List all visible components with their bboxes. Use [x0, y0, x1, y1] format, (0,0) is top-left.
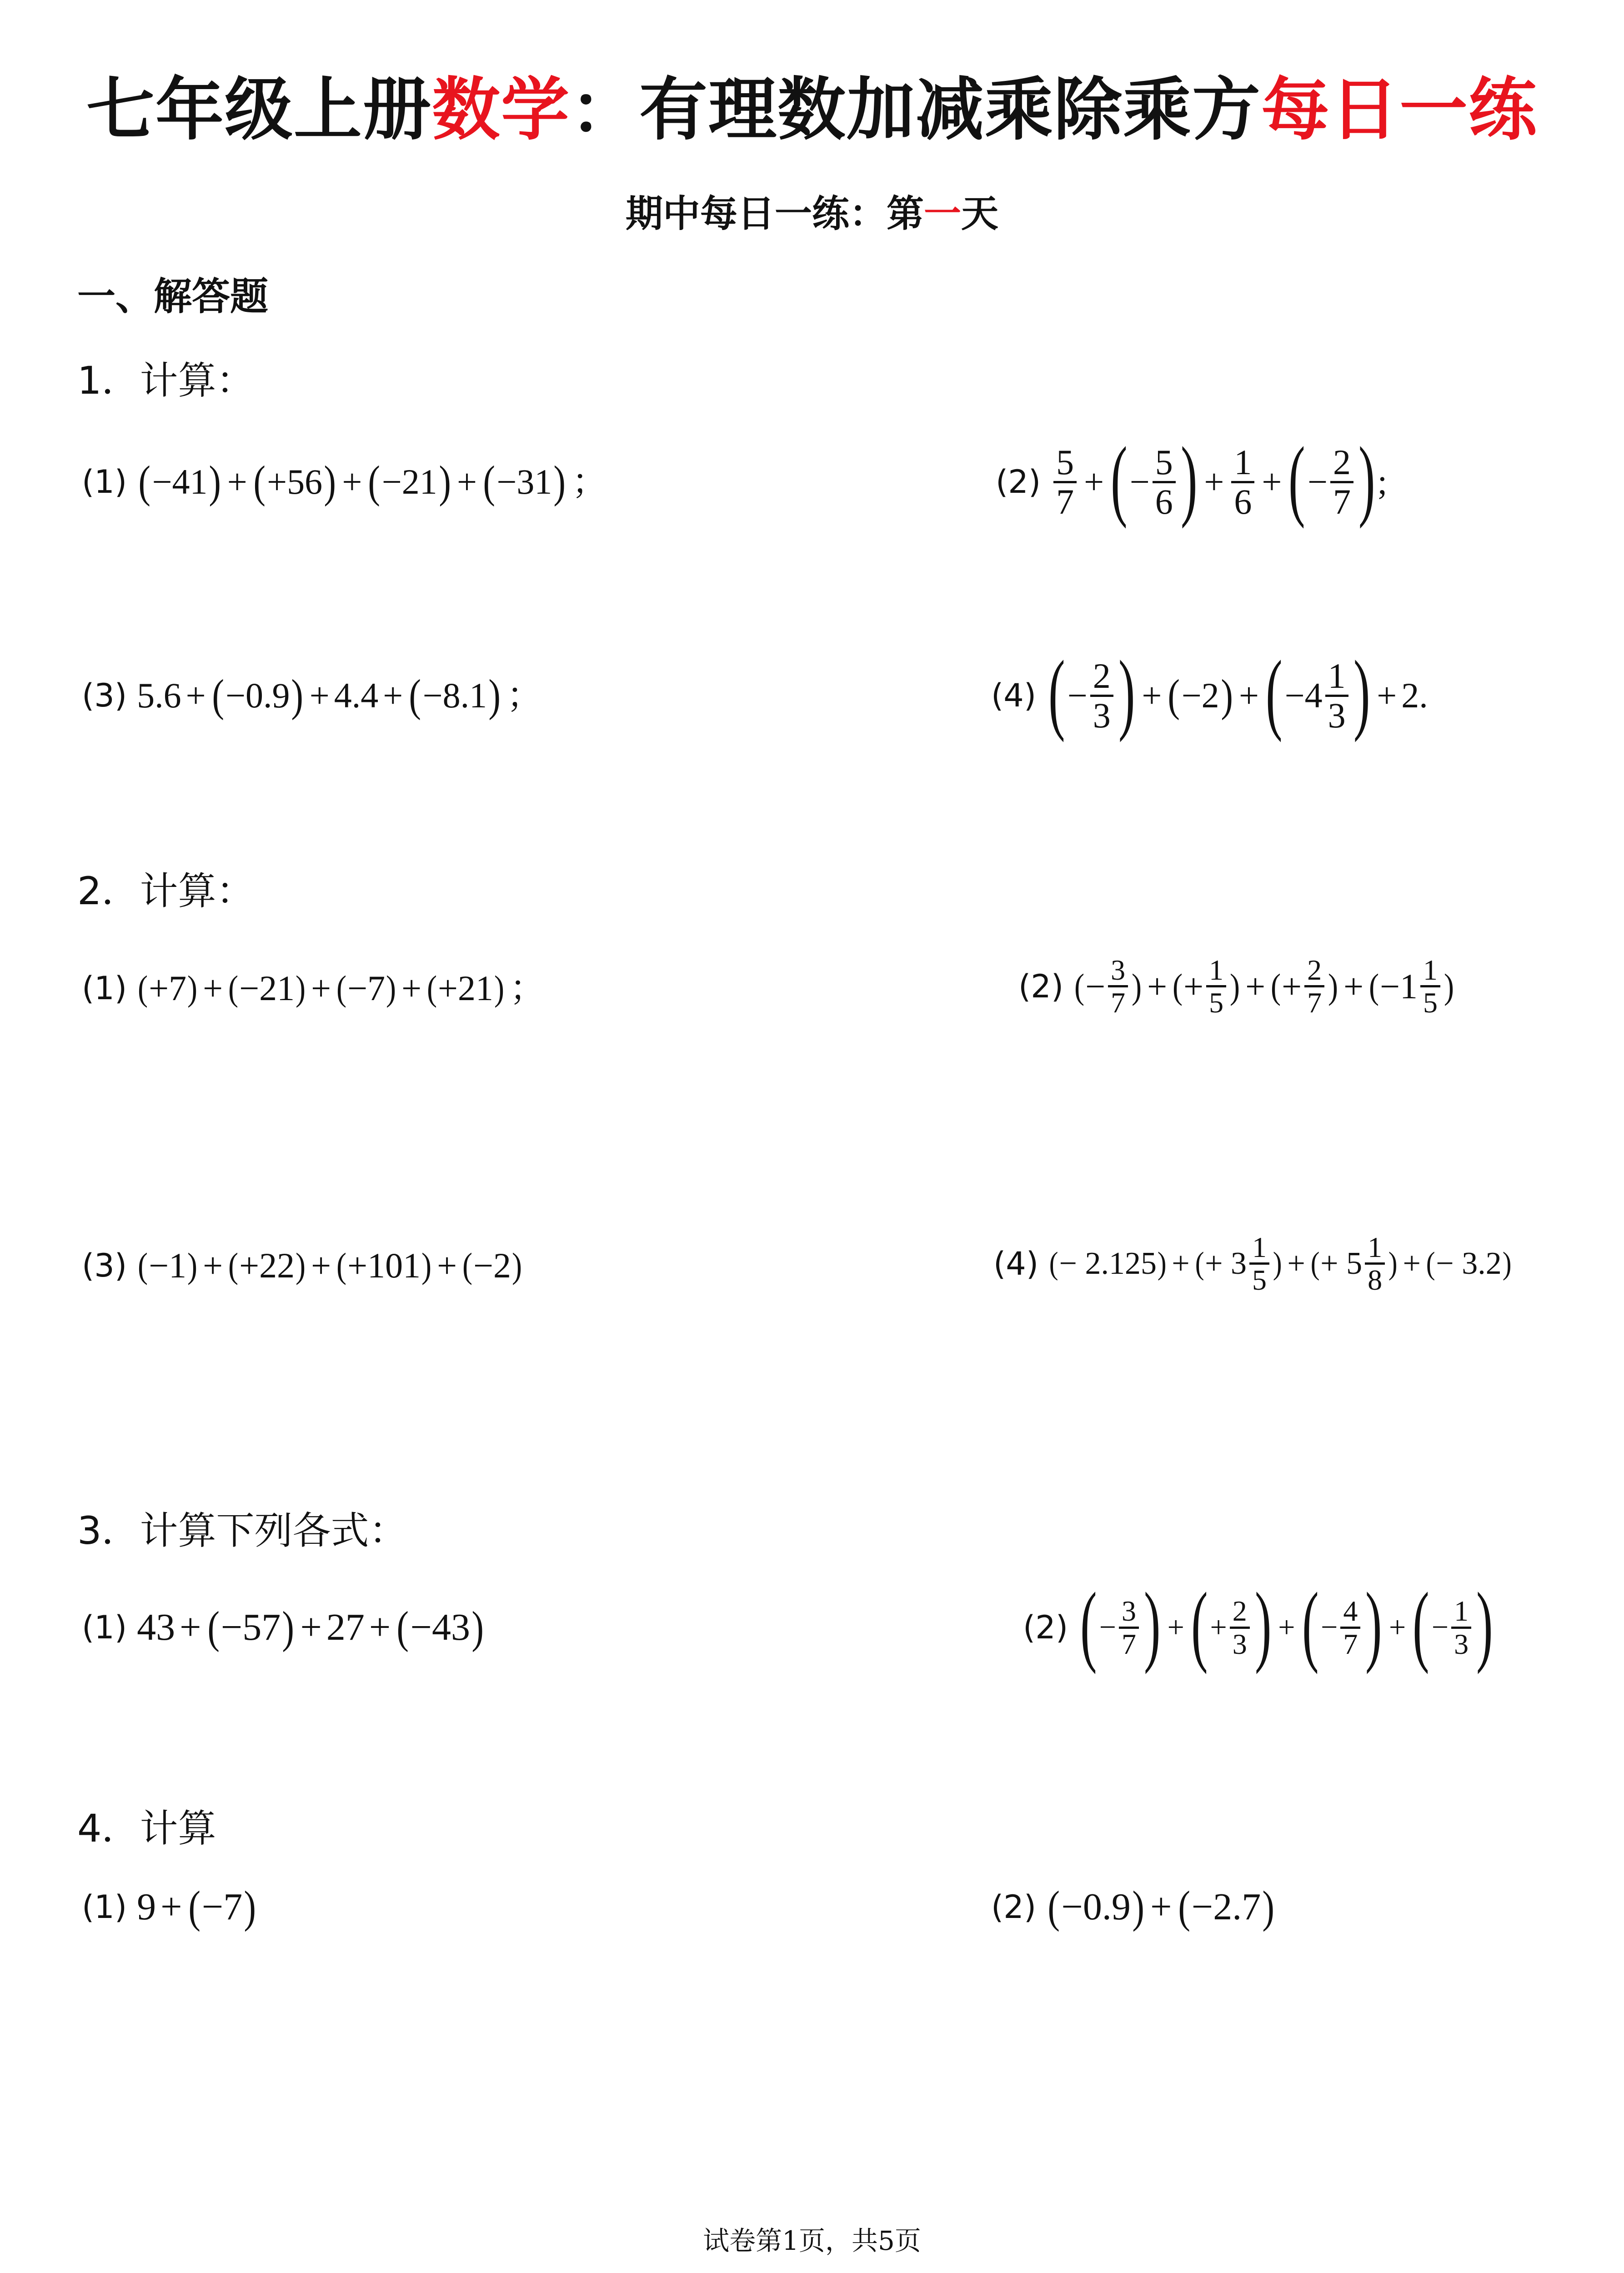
term: −21: [381, 462, 437, 501]
term: +21: [438, 968, 494, 1008]
q2-part-1: (1) ( +7 ) + ( −21 ) + ( −7 ) + ( +21 ) ；: [82, 968, 546, 1009]
question-2-heading: 2．计算：: [77, 869, 255, 913]
subtitle-pre: 期中每日一练：第: [625, 192, 924, 235]
numerator: 1: [1249, 1232, 1269, 1265]
q2-part-2: (2) ( − $\frac{3}{7}$ ) + ( + $\frac{1}{5}$ ) + ( + $\frac{2}{7}$ ) + ( −1 $\frac{1}{5}$ ): [1018, 954, 1454, 1019]
term: +101: [347, 1246, 421, 1285]
part-label: (3): [82, 1247, 127, 1284]
term: −57: [221, 1606, 281, 1648]
numerator: 1: [1420, 955, 1440, 987]
part-label: (4): [993, 1245, 1039, 1282]
part-label: (1): [82, 1888, 127, 1926]
q1-part-2: (2) $\frac{5}{7}$ + ( − $\frac{5}{6}$ ) + $\frac{1}{6}$ + ( − $\frac{2}{7}$ ) ;: [996, 429, 1388, 529]
part-label: (1): [82, 1609, 127, 1646]
part-label: (3): [82, 677, 127, 714]
whole-part: 5: [1346, 1246, 1363, 1281]
whole-part: 3: [1231, 1246, 1247, 1281]
term: −8.1: [422, 676, 487, 715]
part-label: (1): [82, 463, 127, 501]
numerator: 3: [1108, 955, 1128, 987]
denominator: 7: [1111, 986, 1126, 1019]
numerator: 2: [1330, 444, 1353, 483]
term: −31: [496, 462, 552, 501]
denominator: 3: [1232, 1627, 1247, 1660]
denominator: 5: [1209, 986, 1224, 1019]
denominator: 6: [1234, 481, 1252, 521]
numerator: 2: [1090, 657, 1113, 697]
numerator: 3: [1119, 1596, 1139, 1628]
numerator: 4: [1340, 1596, 1360, 1628]
term: −41: [152, 462, 208, 501]
term: 4.4: [334, 676, 379, 715]
term: −0.9: [1061, 1886, 1131, 1928]
part-label: (2): [1023, 1609, 1068, 1646]
denominator: 3: [1328, 695, 1346, 735]
denominator: 7: [1307, 986, 1322, 1019]
title-part-1: 七年级上册: [86, 70, 432, 150]
term: −1: [149, 1246, 187, 1285]
q2-part-3: (3) ( −1 ) + ( +22 ) + ( +101 ) + ( −2 ): [82, 1246, 522, 1285]
term: +7: [149, 968, 187, 1008]
term: 43: [137, 1606, 175, 1648]
whole-part: −1: [1380, 966, 1418, 1006]
term: 9: [137, 1886, 156, 1928]
term: −0.9: [225, 676, 290, 715]
question-4-heading: 4．计算: [77, 1806, 216, 1851]
numerator: 2: [1230, 1596, 1250, 1628]
denominator: 7: [1056, 481, 1074, 521]
term: −43: [410, 1606, 470, 1648]
part-label: (4): [991, 677, 1037, 714]
denominator: 3: [1454, 1627, 1469, 1660]
term: −7: [347, 968, 386, 1008]
term: −21: [239, 968, 295, 1008]
subtitle-day: 一: [923, 192, 961, 235]
term: −2.7: [1191, 1886, 1261, 1928]
q3-part-2: (2) ( − $\frac{3}{7}$ ) + ( + $\frac{2}{3}$ ) + ( − $\frac{4}{7}$ ) + ( − $\frac{1}{3}$ ): [1023, 1574, 1493, 1675]
denominator: 7: [1333, 481, 1351, 521]
title-part-4: 每日一练: [1261, 70, 1538, 150]
page-footer: 试卷第1页，共5页: [703, 2225, 921, 2256]
term: +56: [267, 462, 323, 501]
section-heading: 一、解答题: [77, 274, 269, 319]
denominator: 3: [1093, 695, 1111, 735]
term: 5.6: [137, 676, 181, 715]
denominator: 8: [1368, 1264, 1383, 1297]
end-mark: ；: [506, 675, 542, 716]
term: − 3.2: [1436, 1246, 1502, 1281]
title-part-3: ：有理数加减乘除乘方: [570, 70, 1262, 150]
numerator: 1: [1451, 1596, 1471, 1628]
page-title: [0, 55, 1624, 153]
numerator: 1: [1325, 657, 1348, 697]
q3-part-1: (1) 43 + ( −57 ) + 27 + ( −43 ): [82, 1602, 484, 1652]
term: 2.: [1401, 676, 1428, 715]
subtitle-post: 天: [961, 192, 999, 235]
whole-part: −4: [1284, 676, 1323, 715]
numerator: 2: [1304, 955, 1324, 987]
page-subtitle: [0, 184, 1624, 237]
end-mark: ;: [1377, 462, 1388, 501]
end-mark: ；: [571, 461, 607, 502]
q4-part-2: (2) ( −0.9 ) + ( −2.7 ): [991, 1882, 1275, 1932]
part-label: (2): [991, 1888, 1037, 1926]
part-label: (1): [82, 970, 127, 1007]
numerator: 1: [1206, 955, 1226, 987]
part-label: (2): [996, 463, 1041, 501]
title-part-2: 数学: [431, 70, 570, 150]
numerator: 1: [1231, 444, 1254, 483]
denominator: 7: [1343, 1627, 1358, 1660]
term: 27: [326, 1606, 365, 1648]
numerator: 5: [1053, 444, 1077, 483]
term: +22: [239, 1246, 295, 1285]
term: −7: [201, 1886, 243, 1928]
part-label: (2): [1018, 967, 1064, 1005]
numerator: 5: [1153, 444, 1176, 483]
question-1-heading: 1．计算：: [77, 358, 255, 403]
term: −2: [1181, 676, 1219, 715]
end-mark: ；: [510, 968, 546, 1009]
term: − 2.125: [1059, 1246, 1157, 1281]
q4-part-1: (1) 9 + ( −7 ): [82, 1882, 256, 1932]
denominator: 5: [1252, 1264, 1267, 1297]
numerator: 1: [1365, 1232, 1385, 1265]
q2-part-4: (4) ( − 2.125 ) + ( + 3 $\frac{1}{5}$ ) + ( + 5 $\frac{1}{8}$ ) + ( − 3.2 ): [993, 1231, 1512, 1297]
q1-part-1: (1) ( −41 ) + ( +56 ) + ( −21 ) + ( −31 ) ；: [82, 456, 607, 507]
denominator: 5: [1423, 986, 1438, 1019]
q1-part-3: (3) 5.6 + ( −0.9 ) + 4.4 + ( −8.1 ) ；: [82, 670, 542, 721]
denominator: 7: [1122, 1627, 1136, 1660]
question-3-heading: 3．计算下列各式：: [77, 1508, 407, 1553]
q1-part-4: (4) ( − $\frac{2}{3}$ ) + ( −2 ) + ( −4 $\frac{1}{3}$ ) + 2.: [991, 642, 1428, 743]
term: −2: [473, 1246, 511, 1285]
denominator: 6: [1155, 481, 1173, 521]
